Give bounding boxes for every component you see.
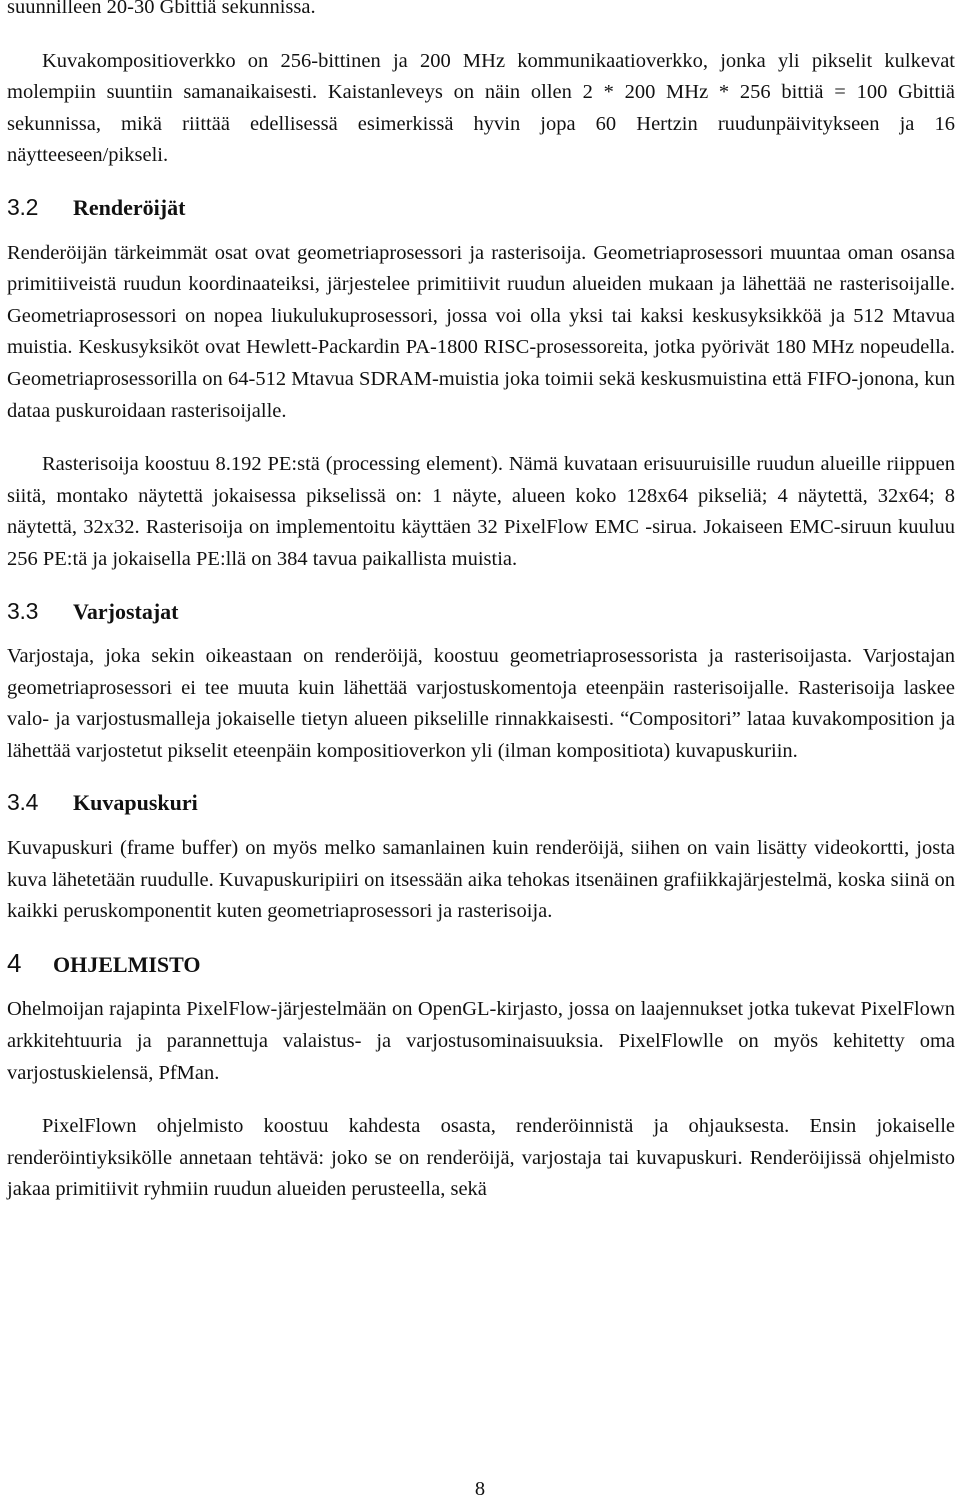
section-heading-3-4	[7, 787, 955, 819]
section-number: 3.4	[7, 789, 39, 816]
paragraph-varjostajat: Varjostaja, joka sekin oikeastaan on renderöijä, koostuu geometriaprosessorista ja rasterisoijasta. Varjostajan geometriaprosessori ei tee muuta kuin lähettää varjostuskomentoja eteenpäin rasterisoijalle. Rasterisoija laskee valo- ja varjostusmalleja jokaiselle tietyn alueen pikselille rinnakkaisesti. “Compositori” lataa kuvakomposition ja lähettää varjostetut pikselit eteenpäin kompositioverkon yli (ilman kompositiota) kuvapuskuriin.	[7, 645, 955, 762]
section-title: Varjostajat	[73, 598, 179, 624]
paragraph-kuvapuskuri: Kuvapuskuri (frame buffer) on myös melko samanlainen kuin renderöijä, siihen on vain lisätty videokortti, josta kuva lähetetään ruudulle. Kuvapuskuripiiri on itsessään aika tehokas itsenäinen grafiikkajärjestelmä, koska siinä on kaikki peruskomponentit kuten geometriaprosessori ja rasterisoija.	[7, 837, 955, 923]
paragraph-ohjelmisto-osat: PixelFlown ohjelmisto koostuu kahdesta osasta, renderöinnistä ja ohjauksesta. Ensin jokaiselle renderöintiyksikölle annetaan tehtävä: joko se on renderöijä, varjostaja tai kuvapuskuri. Renderöijissä ohjelmisto jakaa primitiivit ryhmiin ruudun alueiden perusteella, sekä	[7, 1115, 955, 1201]
section-heading-3-2	[7, 192, 955, 224]
section-number: 3.3	[7, 597, 39, 624]
section-title: OHJELMISTO	[53, 951, 201, 977]
section-title: Renderöijät	[73, 194, 186, 220]
section-heading-4	[7, 948, 955, 981]
paragraph-continued: suunnilleen 20-30 Gbittiä sekunnissa.	[7, 0, 316, 18]
page-number: 8	[474, 1478, 486, 1500]
document-page	[7, 0, 955, 1206]
paragraph-ohjelmisto-rajapinta: Ohelmoijan rajapinta PixelFlow-järjestelmään on OpenGL-kirjasto, jossa on laajennukset jotka tukevat PixelFlown arkkitehtuuria ja parannettuja valaistus- ja varjostusominaisuuksia. PixelFlowlle on myös kehitetty oma varjostuskielensä, PfMan.	[7, 998, 955, 1084]
section-number: 4	[7, 947, 22, 978]
section-title: Kuvapuskuri	[73, 790, 198, 816]
paragraph-kompositioverkko: Kuvakompositioverkko on 256-bittinen ja 200 MHz kommunikaatioverkko, jonka yli pikselit kulkevat molempiin suuntiin samanaikaisesti. Kaistanleveys on näin ollen 2 * 200 MHz * 256 bittiä = 100 Gbittiä sekunnissa, mikä riittää edellisessä esimerkissä hyvin jopa 60 Hertzin ruudunpäivitykseen ja 16 näytteeseen/pikseli.	[7, 49, 955, 167]
paragraph-renderoijat: Renderöijän tärkeimmät osat ovat geometriaprosessori ja rasterisoija. Geometriaprosessori muuntaa oman osansa primitiiveistä ruudun koordinaateiksi, järjestelee primitiivit ruudun alueiden mukaan ja lähettää ne rasterisoijalle. Geometriaprosessori on nopea liukulukuprosessori, jossa voi olla yksi tai kaksi keskusyksikköä ja 512 Mtavua muistia. Keskusyksiköt ovat Hewlett-Packardin PA-1800 RISC-prosessoreita, jotka pyörivät 180 MHz nopeudella. Geometriaprosessorilla on 64-512 Mtavua SDRAM-muistia joka toimii sekä keskusmuistina että FIFO-jonona, kun dataa puskuroidaan rasterisoijalle.	[7, 241, 955, 422]
section-number: 3.2	[7, 193, 39, 220]
paragraph-rasterisoija: Rasterisoija koostuu 8.192 PE:stä (processing element). Nämä kuvataan erisuuruisille ruudun alueille riippuen siitä, montako näytettä jokaisessa pikselissä on: 1 näyte, alueen koko 128x64 pikseliä; 4 näytettä, 32x64; 8 näytettä, 32x32. Rasterisoija on implementoitu käyttäen 32 PixelFlow EMC -sirua. Jokaiseen EMC-siruun kuuluu 256 PE:tä ja jokaisella PE:llä on 384 tavua paikallista muistia.	[7, 453, 955, 570]
section-heading-3-3	[7, 596, 955, 628]
